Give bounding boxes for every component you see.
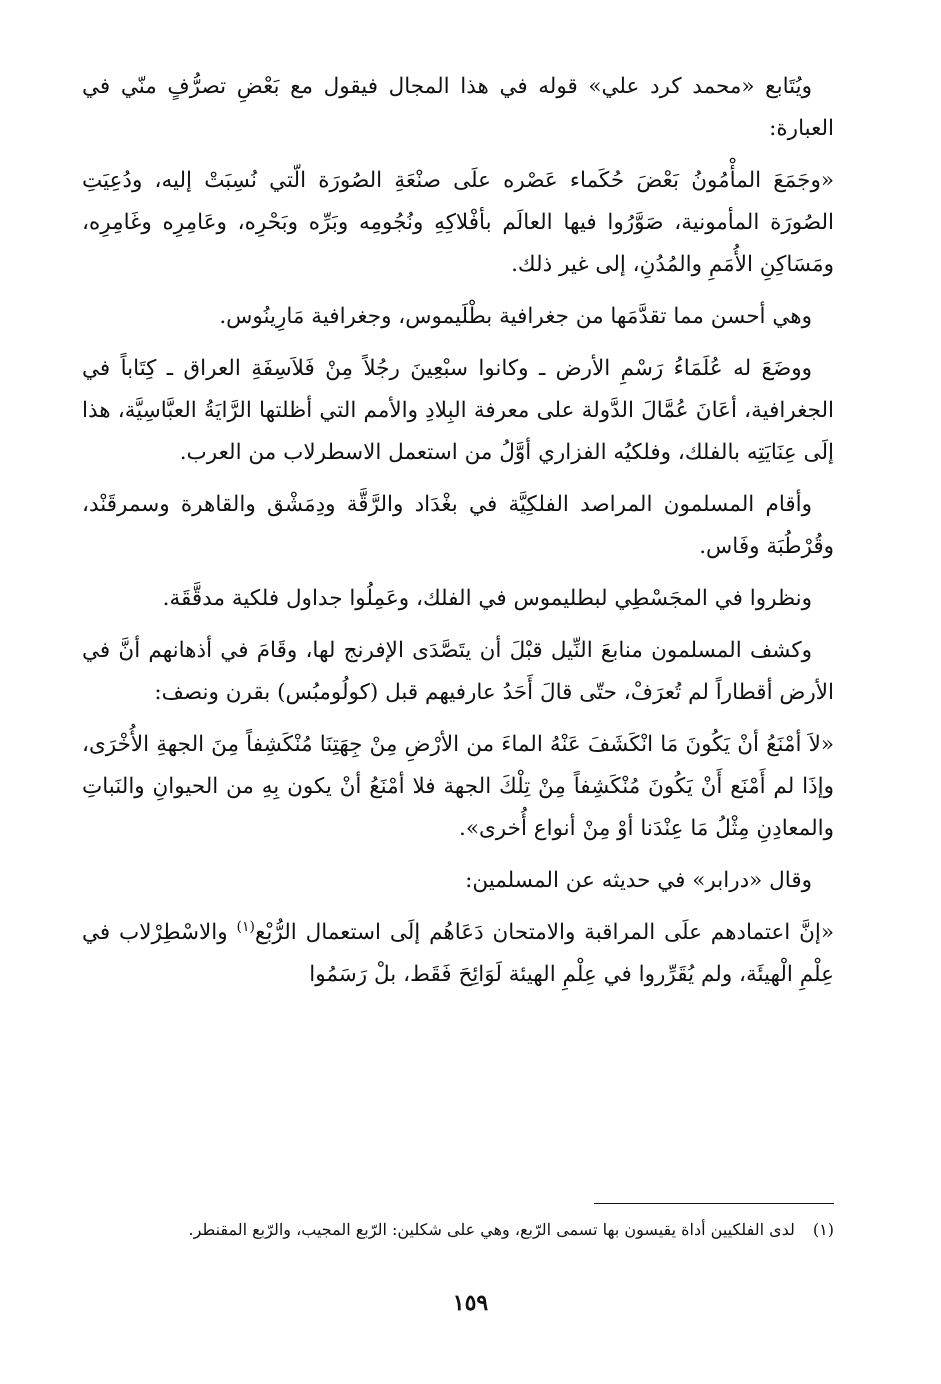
paragraph-4: ووضَعَ له عُلَمَاءُ رَسْمِ الأرض ـ وكانوا سبْعِينَ رجُلاً مِنْ فَلاَسِفَةِ العراق ـ كِتَاباً في الجغرافية، أعَانَ عُمَّالَ الدَّولة على معرفة البِلادِ والأمم التي أظلتها الرَّايَةُ العبَّاسِيَّة، هذا إلَى عِنَايَتِه بالفلك، وفلكيُه الفزاري أوَّلُ من استعمل الاسطرلاب من العرب. xyxy=(82,356,834,465)
paragraph-6: ونظروا في المجَسْطِي لبطليموس في الفلك، وعَمِلُوا جداول فلكية مدقَّقَة. xyxy=(162,586,812,611)
paragraph-3: وهي أحسن مما تقدَّمَها من جغرافية بطْلَيموس، وجغرافية مَارِينُوس. xyxy=(219,304,812,329)
quote-paragraph-3-end: والاسْطِرْلاب في عِلْمِ الْهيئَة، ولم يُقَرِّروا في عِلْمِ الهيئة لَوَائِحَ فَقَط، بلْ رَسَمُوا xyxy=(82,920,834,987)
footnote-number: (١) xyxy=(812,1220,834,1239)
quote-paragraph-3 xyxy=(82,912,834,996)
paragraph-7: وكشف المسلمون منابعَ النِّيل قبْلَ أن يتَصَّدَى الإفرنج لها، وقَامَ في أذهانهم أنَّ في الأرض أقطاراً لم تُعرَفْ، حتّى قالَ أَحَدُ عارفيهم قبل (كولُومبُس) بقرن ونصف: xyxy=(82,638,834,705)
footnote-text: لدى الفلكيين أداة يقيسون بها تسمى الرّبع، وهي على شكلين: الرّبع المجيب، والرّبع المقنطر. xyxy=(188,1220,795,1239)
footnote-divider xyxy=(594,1203,834,1204)
quote-paragraph-3-start: «إنَّ اعتمادهم علَى المراقبة والامتحان دَعَاهُم إلَى استعمال الرُّبْع xyxy=(254,920,834,945)
paragraph-9: وقال «درابر» في حديثه عن المسلمين: xyxy=(465,868,812,893)
paragraph-1: ويُتَابع «محمد كرد علي» قوله في هذا المجال فيقول مع بَعْضِ تصرُّفٍ منّي في العبارة: xyxy=(82,74,834,141)
body-text xyxy=(82,66,834,996)
footnote xyxy=(82,1216,834,1244)
paragraph-5: وأقام المسلمون المراصد الفلكِيَّة في بغْدَاد والرَّقَّة ودِمَشْق والقاهرة وسمرقَنْد، وقُرْطُبَة وفَاس. xyxy=(82,492,834,559)
quote-paragraph-2: «لاَ أمْنَعُ أنْ يَكُونَ مَا انْكَشَفَ عَنْهُ الماءَ من الأرْضِ مِنْ جِهَتِنَا مُنْكَشِفاً مِنَ الجهةِ الأُخْرَى، وإذَا لم أَمْنَع أَنْ يَكُونَ مُنْكَشِفاً مِنْ تِلْكَ الجهة فلا أمْنَعُ أنْ يكون بِهِ من الحيوانِ والنَباتِ والمعادِنِ مِثْلُ مَا عِنْدَنا أوْ مِنْ أنواع أُخرى». xyxy=(82,732,834,841)
footnote-reference[interactable]: (١) xyxy=(236,918,255,935)
quote-paragraph-1: «وجَمَعَ المأْمُونُ بَعْضَ حُكَماء عَصْره علَى صنْعَةِ الصُورَة الّتي نُسِبَتْ إليه، ودُعِيَتِ الصُورَة المأمونية، صَوَّرُوا فيها العالَم بأفْلاكِهِ ونُجُومِه وبَرِّه وبَحْرِه، وعَامِرِه وغَامِرِه، ومَسَاكِنِ الأُمَمِ والمُدُنِ، إلى غير ذلك. xyxy=(82,168,834,277)
page-number: ١٥٩ xyxy=(452,1290,489,1316)
